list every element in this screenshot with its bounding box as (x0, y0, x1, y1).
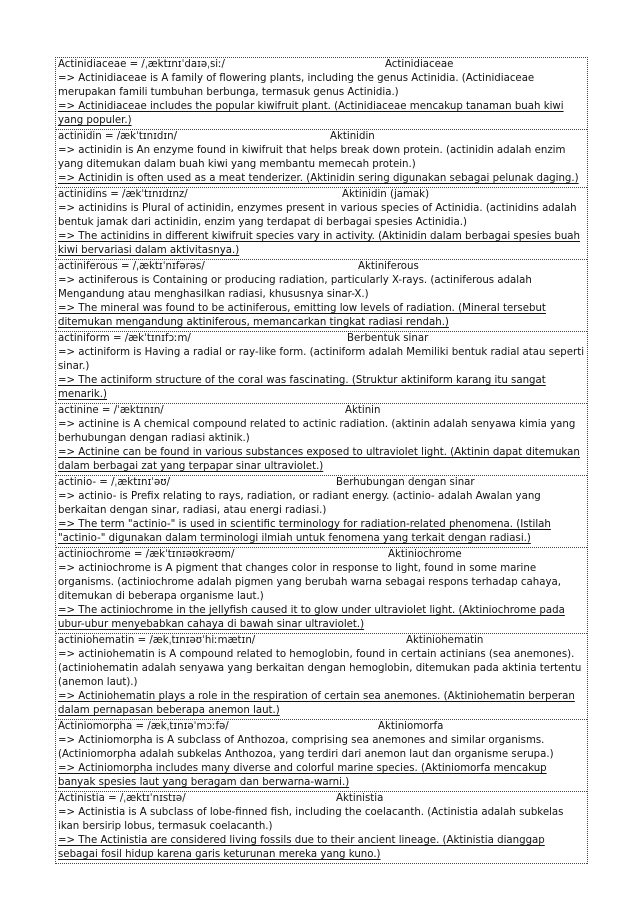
dictionary-entry (56, 476, 587, 548)
entry-header (58, 260, 587, 274)
dictionary-entry (56, 188, 587, 260)
translation: Aktinistia (336, 793, 384, 804)
example-sentence: => Actinine can be found in various substances exposed to ultraviolet light. (Aktinin dapat ditemukan dalam berbagai zat yang terpapar sinar ultraviolet.) (58, 447, 580, 472)
dictionary-entry (56, 260, 587, 332)
definition: => Actinistia is A subclass of lobe-finned fish, including the coelacanth. (Actinistia adalah subkelas ikan bersirip lobus, termasuk coelacanth.) (58, 807, 564, 832)
example-sentence: => Actiniohematin plays a role in the respiration of certain sea anemones. (Aktiniohematin berperan dalam pernapasan beberapa anemon laut.) (58, 691, 575, 716)
headword-pronunciation: Actiniomorpha = /ækˌtɪnɪəˈmɔːfə/ (58, 721, 229, 732)
definition: => Actiniomorpha is A subclass of Anthozoa, comprising sea anemones and similar organisms. (Actiniomorpha adalah subkelas Anthozoa, yang terdiri dari anemon laut dan organisme serupa.) (58, 735, 554, 760)
example-sentence: => The mineral was found to be actiniferous, emitting low levels of radiation. (Mineral tersebut ditemukan mengandung aktiniferous, memancarkan tingkat radiasi rendah.) (58, 303, 546, 328)
definition: => Actinidiaceae is A family of flowering plants, including the genus Actinidia. (Actinidiaceae merupakan famili tumbuhan berbunga, termasuk genus Actinidia.) (58, 73, 535, 98)
example-sentence: => The actiniochrome in the jellyfish caused it to glow under ultraviolet light. (Aktiniochrome pada ubur-ubur menyebabkan cahaya di bawah sinar ultraviolet.) (58, 605, 565, 630)
definition: => actinio- is Prefix relating to rays, radiation, or radiant energy. (actinio- adalah Awalan yang berkaitan dengan sinar, radiasi, atau energi radiasi.) (58, 491, 541, 516)
headword-pronunciation: actinidins = /ækˈtɪnɪdɪnz/ (58, 189, 188, 200)
translation: Berhubungan dengan sinar (336, 477, 475, 488)
entry-header (58, 188, 587, 202)
example-sentence: => The term "actinio-" is used in scientific terminology for radiation-related phenomena. (Istilah "actinio-" digunakan dalam terminologi ilmiah untuk fenomena yang terkait dengan radiasi.) (58, 519, 551, 544)
dictionary-entry (56, 332, 587, 404)
headword-pronunciation: Actinistia = /ˌæktɪˈnɪstɪə/ (58, 793, 186, 804)
headword-pronunciation: actiniochrome = /ækˈtɪnɪəʊkrəʊm/ (58, 549, 235, 560)
vocabulary-table (55, 57, 588, 864)
translation: Aktiniferous (358, 261, 419, 272)
headword-pronunciation: actiniohematin = /ækˌtɪnɪəʊˈhiːmætɪn/ (58, 635, 256, 646)
entry-header (58, 476, 587, 490)
definition: => actiniferous is Containing or producing radiation, particularly X-rays. (actiniferous adalah Mengandung atau menghasilkan radiasi, khususnya sinar-X.) (58, 275, 532, 300)
dictionary-entry (56, 720, 587, 792)
example-sentence: => Actinidiaceae includes the popular kiwifruit plant. (Actinidiaceae mencakup tanaman buah kiwi yang populer.) (58, 101, 564, 126)
dictionary-entry (56, 404, 587, 476)
dictionary-entry (56, 548, 587, 634)
dictionary-entry (56, 634, 587, 720)
example-sentence: => The actiniform structure of the coral was fascinating. (Struktur aktiniform karang itu sangat menarik.) (58, 375, 546, 400)
entry-header (58, 634, 587, 648)
headword-pronunciation: Actinidiaceae = /ˌæktɪnɪˈdaɪəˌsiː/ (58, 59, 225, 70)
entry-header (58, 58, 587, 72)
translation: Aktiniohematin (406, 635, 484, 646)
definition: => actinidin is An enzyme found in kiwifruit that helps break down protein. (actinidin adalah enzim yang ditemukan dalam buah kiwi yang membantu memecah protein.) (58, 145, 566, 170)
example-sentence: => Actiniomorpha includes many diverse and colorful marine species. (Aktiniomorfa mencakup banyak spesies laut yang beragam dan berwarna-warni.) (58, 763, 547, 788)
dictionary-entry (56, 58, 587, 130)
entry-header (58, 404, 587, 418)
definition: => actiniform is Having a radial or ray-like form. (actiniform adalah Memiliki bentuk radial atau seperti sinar.) (58, 347, 585, 372)
entry-header (58, 130, 587, 144)
entry-header (58, 548, 587, 562)
entry-header (58, 332, 587, 346)
example-sentence: => The Actinistia are considered living fossils due to their ancient lineage. (Aktinistia dianggap sebagai fosil hidup karena garis keturunan mereka yang kuno.) (58, 835, 545, 860)
dictionary-entry (56, 130, 587, 188)
entry-header (58, 720, 587, 734)
translation: Aktiniochrome (388, 549, 462, 560)
translation: Aktinin (345, 405, 381, 416)
dictionary-entry (56, 792, 587, 864)
definition: => actinine is A chemical compound related to actinic radiation. (aktinin adalah senyawa kimia yang berhubungan dengan radiasi aktinik.) (58, 419, 576, 444)
translation: Aktinidin (330, 131, 375, 142)
headword-pronunciation: actiniform = /ækˈtɪnɪfɔːm/ (58, 333, 191, 344)
definition: => actiniohematin is A compound related to hemoglobin, found in certain actinians (sea anemones). (actiniohematin adalah senyawa yang berkaitan dengan hemoglobin, ditemukan pada aktinia tertentu (anemon laut).) (58, 649, 582, 688)
definition: => actiniochrome is A pigment that changes color in response to light, found in some marine organisms. (actiniochrome adalah pigmen yang berubah warna sebagai respons terhadap cahaya, ditemukan di beberapa organisme laut.) (58, 563, 561, 602)
headword-pronunciation: actiniferous = /ˌæktɪˈnɪfərəs/ (58, 261, 205, 272)
headword-pronunciation: actinine = /ˈæktɪnɪn/ (58, 405, 164, 416)
example-sentence: => The actinidins in different kiwifruit species vary in activity. (Aktinidin dalam berbagai spesies buah kiwi bervariasi dalam aktivitasnya.) (58, 231, 581, 256)
translation: Aktiniomorfa (378, 721, 444, 732)
translation: Berbentuk sinar (347, 333, 429, 344)
translation: Actinidiaceae (385, 59, 454, 70)
headword-pronunciation: actinio- = /ˌæktɪnɪˈəʊ/ (58, 477, 171, 488)
entry-header (58, 792, 587, 806)
definition: => actinidins is Plural of actinidin, enzymes present in various species of Actinidia. (actinidins adalah bentuk jamak dari actinidin, enzim yang terdapat di berbagai spesies Actinidia.) (58, 203, 577, 228)
example-sentence: => Actinidin is often used as a meat tenderizer. (Aktinidin sering digunakan sebagai pelunak daging.) (58, 173, 579, 184)
translation: Aktinidin (jamak) (342, 189, 430, 200)
headword-pronunciation: actinidin = /ækˈtɪnɪdɪn/ (58, 131, 178, 142)
